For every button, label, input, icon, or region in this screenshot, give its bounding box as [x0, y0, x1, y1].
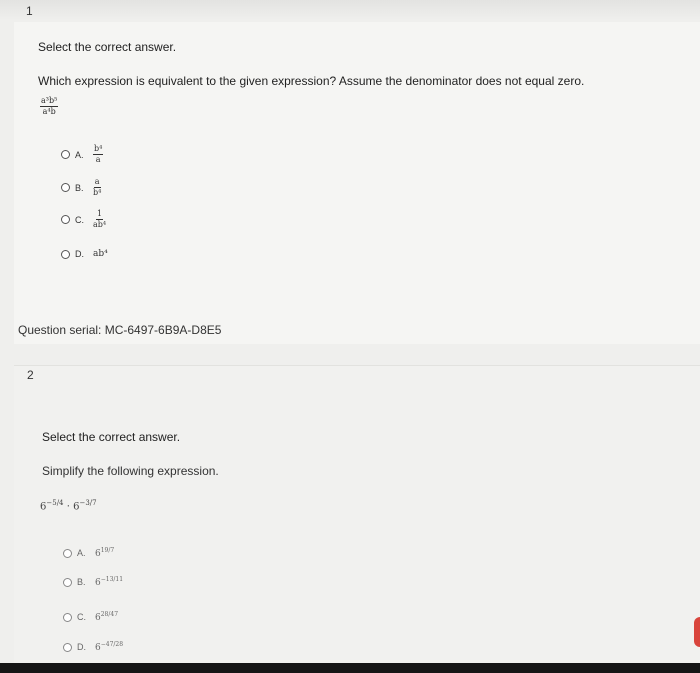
- q1-option-c[interactable]: [61, 210, 106, 229]
- given-numerator: a³b⁵: [41, 96, 58, 105]
- radio-button-d[interactable]: [63, 643, 72, 652]
- option-a-letter: A.: [77, 548, 86, 558]
- option-a-fraction: [93, 145, 103, 164]
- given-denominator: a⁴b: [42, 107, 56, 116]
- option-c-base: 6: [95, 613, 101, 623]
- q2-exponent-1: −5/4: [46, 499, 64, 507]
- q2-expression: [40, 499, 97, 512]
- option-b-numerator: a: [94, 177, 100, 186]
- bottom-bezel: [0, 663, 700, 673]
- option-c-numerator: 1: [97, 209, 103, 218]
- q1-option-d[interactable]: [61, 249, 108, 259]
- question-1-number: 1: [26, 4, 33, 18]
- top-shadow: [0, 0, 700, 20]
- q2-option-a[interactable]: [63, 547, 114, 559]
- q2-option-c[interactable]: [63, 611, 118, 623]
- question-2-number: 2: [27, 368, 34, 382]
- side-tab-indicator[interactable]: [694, 617, 700, 647]
- option-b-letter: B.: [75, 182, 84, 193]
- question-2-instruction: Select the correct answer.: [42, 430, 181, 444]
- option-a-base: 6: [95, 549, 101, 559]
- radio-button-a[interactable]: [61, 150, 70, 159]
- radio-button-c[interactable]: [63, 613, 72, 622]
- option-b-fraction: [93, 178, 101, 197]
- radio-button-a[interactable]: [63, 549, 72, 558]
- q2-option-b[interactable]: [63, 576, 123, 588]
- q1-option-b[interactable]: [61, 178, 101, 197]
- option-c-letter: C.: [77, 612, 86, 622]
- q2-exponent-2: −3/7: [79, 499, 97, 507]
- option-d-letter: D.: [75, 249, 84, 259]
- option-a-expression: [95, 547, 114, 559]
- radio-button-d[interactable]: [61, 250, 70, 259]
- option-b-letter: B.: [77, 577, 86, 587]
- given-expression: [40, 96, 58, 116]
- q1-option-a[interactable]: [61, 145, 103, 164]
- q2-dot: ·: [66, 501, 70, 513]
- option-b-expression: [95, 576, 123, 588]
- question-2-prompt: Simplify the following expression.: [42, 464, 219, 478]
- radio-button-b[interactable]: [63, 578, 72, 587]
- radio-button-b[interactable]: [61, 183, 70, 192]
- option-b-exponent: −13/11: [100, 576, 124, 583]
- option-d-expression: [95, 641, 123, 653]
- option-d-expression: ab⁴: [93, 249, 108, 259]
- q2-base-2: 6: [73, 501, 80, 513]
- option-a-letter: A.: [75, 149, 84, 160]
- option-c-denominator: ab⁴: [93, 220, 107, 229]
- option-c-expression: [95, 611, 118, 623]
- option-d-letter: D.: [77, 642, 86, 652]
- q2-base-1: 6: [40, 501, 47, 513]
- option-a-denominator: a: [95, 155, 101, 164]
- option-d-base: 6: [95, 643, 101, 653]
- question-1-instruction: Select the correct answer.: [38, 40, 177, 54]
- question-1-card: [14, 22, 700, 344]
- option-d-exponent: −47/28: [100, 641, 124, 648]
- question-serial: Question serial: MC-6497-6B9A-D8E5: [18, 323, 222, 337]
- q2-option-d[interactable]: [63, 641, 123, 653]
- radio-button-c[interactable]: [61, 215, 70, 224]
- option-a-exponent: 19/7: [100, 547, 115, 554]
- option-c-fraction: [93, 210, 106, 229]
- option-b-base: 6: [95, 578, 101, 588]
- option-c-exponent: 28/47: [100, 611, 119, 618]
- option-c-letter: C.: [75, 214, 84, 225]
- option-b-denominator: b⁴: [93, 188, 102, 197]
- question-1-prompt: Which expression is equivalent to the given expression? Assume the denominator does not equal zero.: [38, 74, 585, 88]
- option-a-numerator: b⁴: [94, 144, 103, 153]
